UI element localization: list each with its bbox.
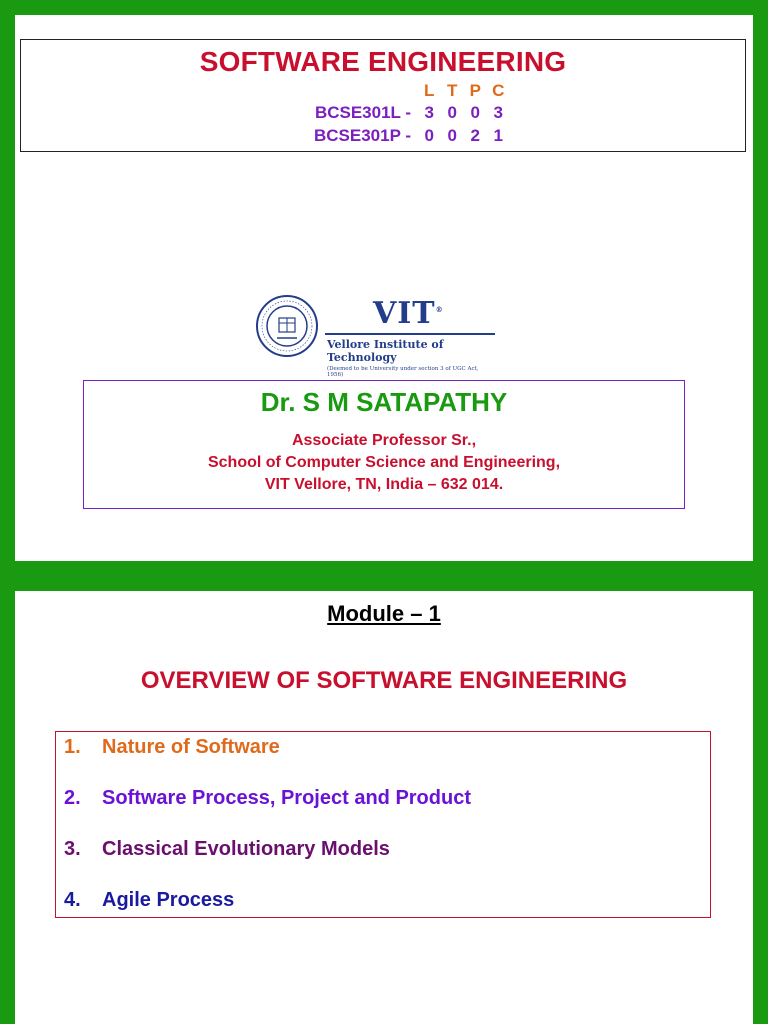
slide-title — [15, 15, 753, 561]
presenter-address: VIT Vellore, TN, India – 632 014. — [264, 476, 504, 493]
logo-divider — [325, 333, 495, 335]
topic-label: Software Process, Project and Product — [102, 787, 471, 809]
vit-full-name: Vellore Institute of Technology — [327, 338, 444, 364]
course-t: 0 — [447, 103, 457, 122]
course-p: 2 — [470, 126, 480, 145]
presenter-box — [83, 380, 685, 509]
course-l: 3 — [424, 103, 434, 122]
slide-module — [15, 591, 753, 1024]
course-c: 3 — [493, 103, 503, 122]
presenter-name: Dr. S M SATAPATHY — [260, 387, 508, 417]
module-title: Module – 1 — [327, 601, 441, 626]
topics-box — [55, 731, 711, 918]
topic-item — [64, 787, 471, 810]
course-code: BCSE301L - — [314, 103, 411, 122]
ltpc-c: C — [492, 81, 505, 100]
vit-logo — [255, 292, 495, 378]
ltpc-header — [291, 81, 510, 101]
ltpc-t: T — [447, 81, 458, 100]
course-code: BCSE301P - — [313, 126, 411, 145]
topic-label: Agile Process — [102, 889, 235, 911]
vit-note: (Deemed to be University under section 3 of UGC Act, 1956) — [327, 366, 479, 378]
course-p: 0 — [470, 103, 480, 122]
topic-label: Classical Evolutionary Models — [102, 838, 390, 860]
vit-registered-mark: ® — [435, 305, 444, 314]
topic-label: Nature of Software — [102, 736, 280, 758]
course-row — [291, 126, 510, 146]
vit-logo-text — [325, 292, 495, 378]
course-row — [291, 103, 510, 123]
vit-name: VIT — [373, 296, 436, 331]
course-l: 0 — [424, 126, 434, 145]
ltpc-l: L — [424, 81, 435, 100]
presenter-designation: Associate Professor Sr., — [291, 432, 477, 449]
course-t: 0 — [447, 126, 457, 145]
topic-number: 1. — [64, 736, 81, 758]
vit-seal-icon — [255, 294, 319, 358]
course-title-box — [20, 39, 746, 152]
ltpc-p: P — [469, 81, 481, 100]
course-title: SOFTWARE ENGINEERING — [199, 46, 567, 77]
topic-item — [64, 736, 280, 759]
topic-number: 4. — [64, 889, 81, 911]
course-c: 1 — [493, 126, 503, 145]
topic-number: 3. — [64, 838, 81, 860]
topic-number: 2. — [64, 787, 81, 809]
presenter-department: School of Computer Science and Engineering, — [207, 454, 561, 471]
topic-item — [64, 838, 390, 861]
module-heading: OVERVIEW OF SOFTWARE ENGINEERING — [140, 667, 628, 694]
topic-item — [64, 889, 234, 912]
